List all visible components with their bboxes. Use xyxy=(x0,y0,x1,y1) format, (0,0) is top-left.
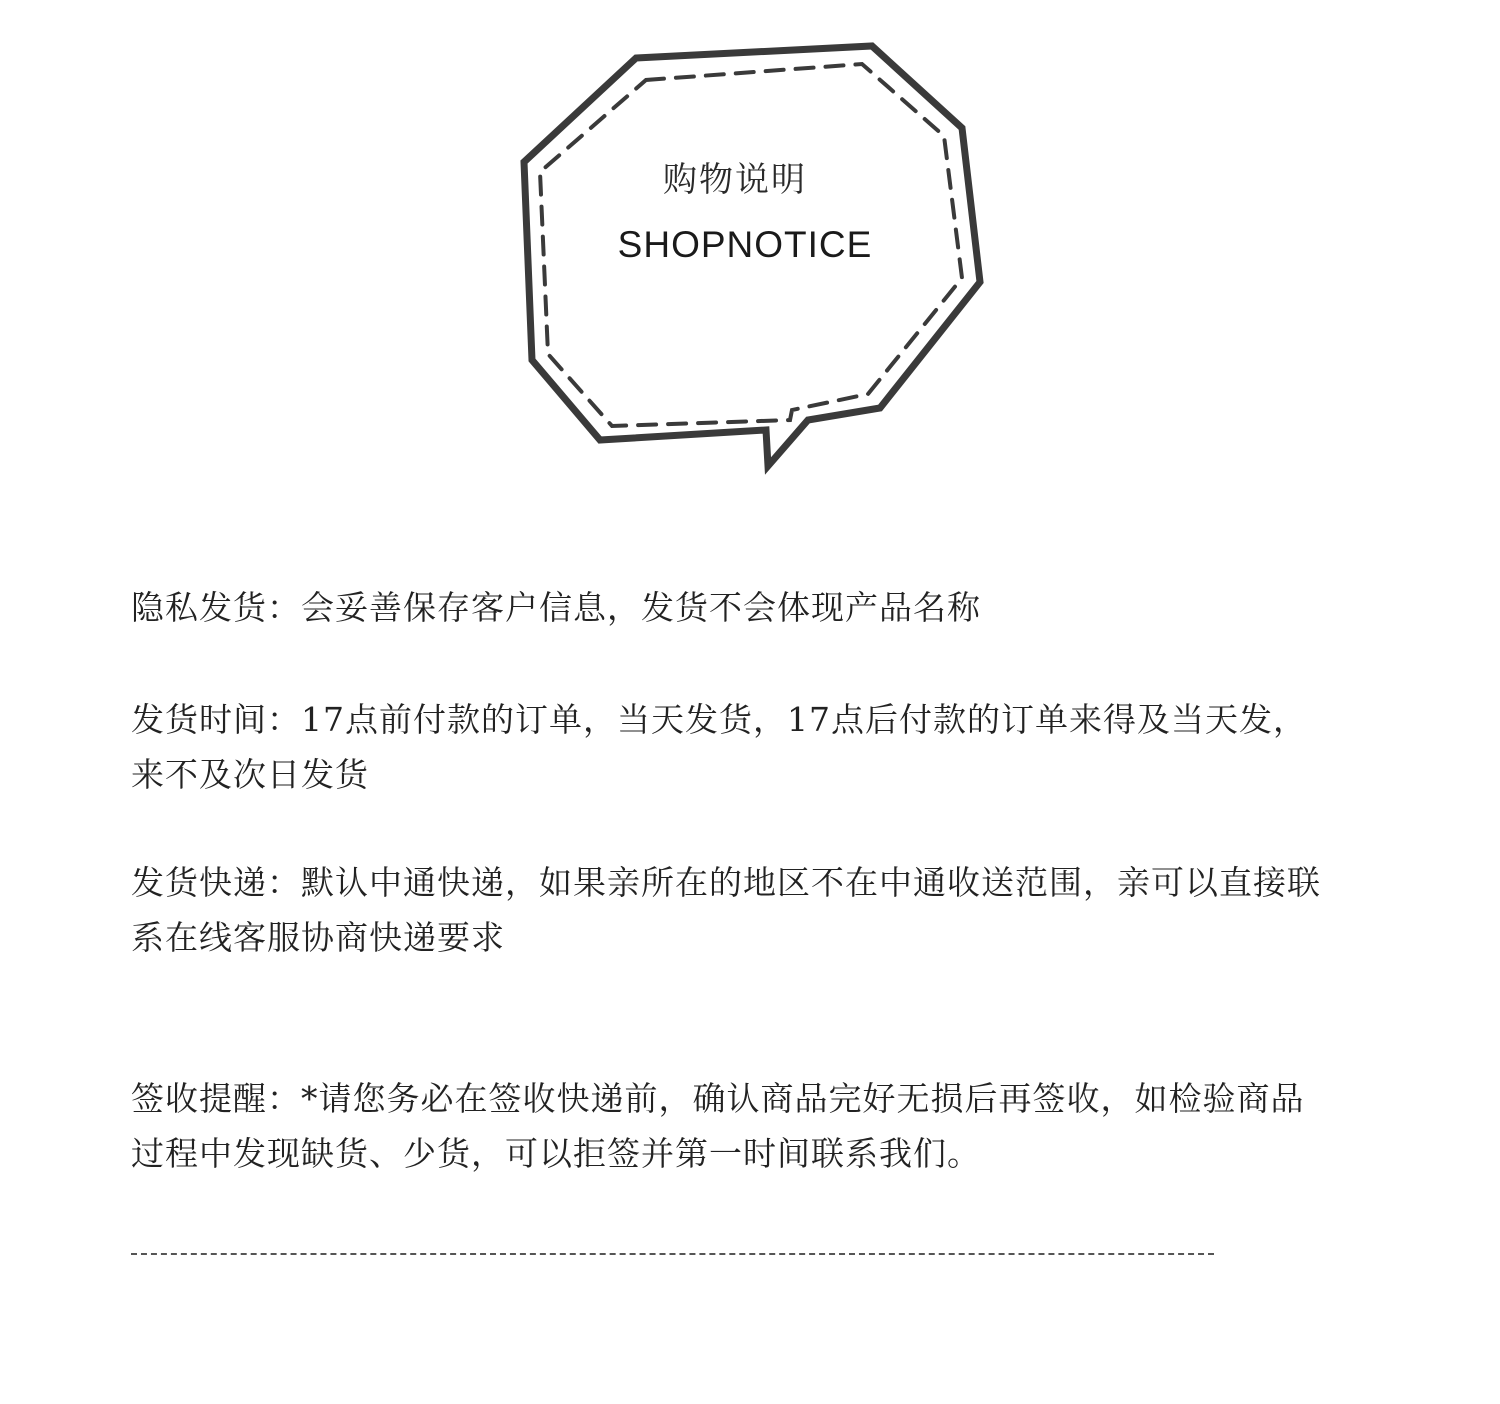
notice-text: *请您务必在签收快递前，确认商品完好无损后再签收，如检验商品过程中发现缺货、少货，可以拒签并第一时间联系我们。 xyxy=(131,1079,1305,1173)
notice-courier xyxy=(131,855,1321,965)
notice-text: 会妥善保存客户信息，发货不会体现产品名称 xyxy=(301,588,981,627)
dashed-divider xyxy=(131,1253,1214,1255)
notice-shipping-time xyxy=(131,692,1321,802)
notice-signing-reminder xyxy=(131,1071,1321,1181)
notice-privacy-shipping xyxy=(131,580,1321,635)
badge-title-en: SHOPNOTICE xyxy=(617,224,873,265)
badge-title-cn: 购物说明 xyxy=(663,160,807,200)
notice-label: 签收提醒： xyxy=(131,1079,301,1118)
notice-text: 默认中通快递，如果亲所在的地区不在中通收送范围，亲可以直接联系在线客服协商快递要求 xyxy=(131,863,1321,957)
speech-bubble-badge xyxy=(0,0,1500,520)
notice-label: 隐私发货： xyxy=(131,588,301,627)
notice-text: 17点前付款的订单，当天发货，17点后付款的订单来得及当天发，来不及次日发货 xyxy=(131,700,1307,794)
notice-label: 发货时间： xyxy=(131,700,301,739)
notice-label: 发货快递： xyxy=(131,863,301,902)
